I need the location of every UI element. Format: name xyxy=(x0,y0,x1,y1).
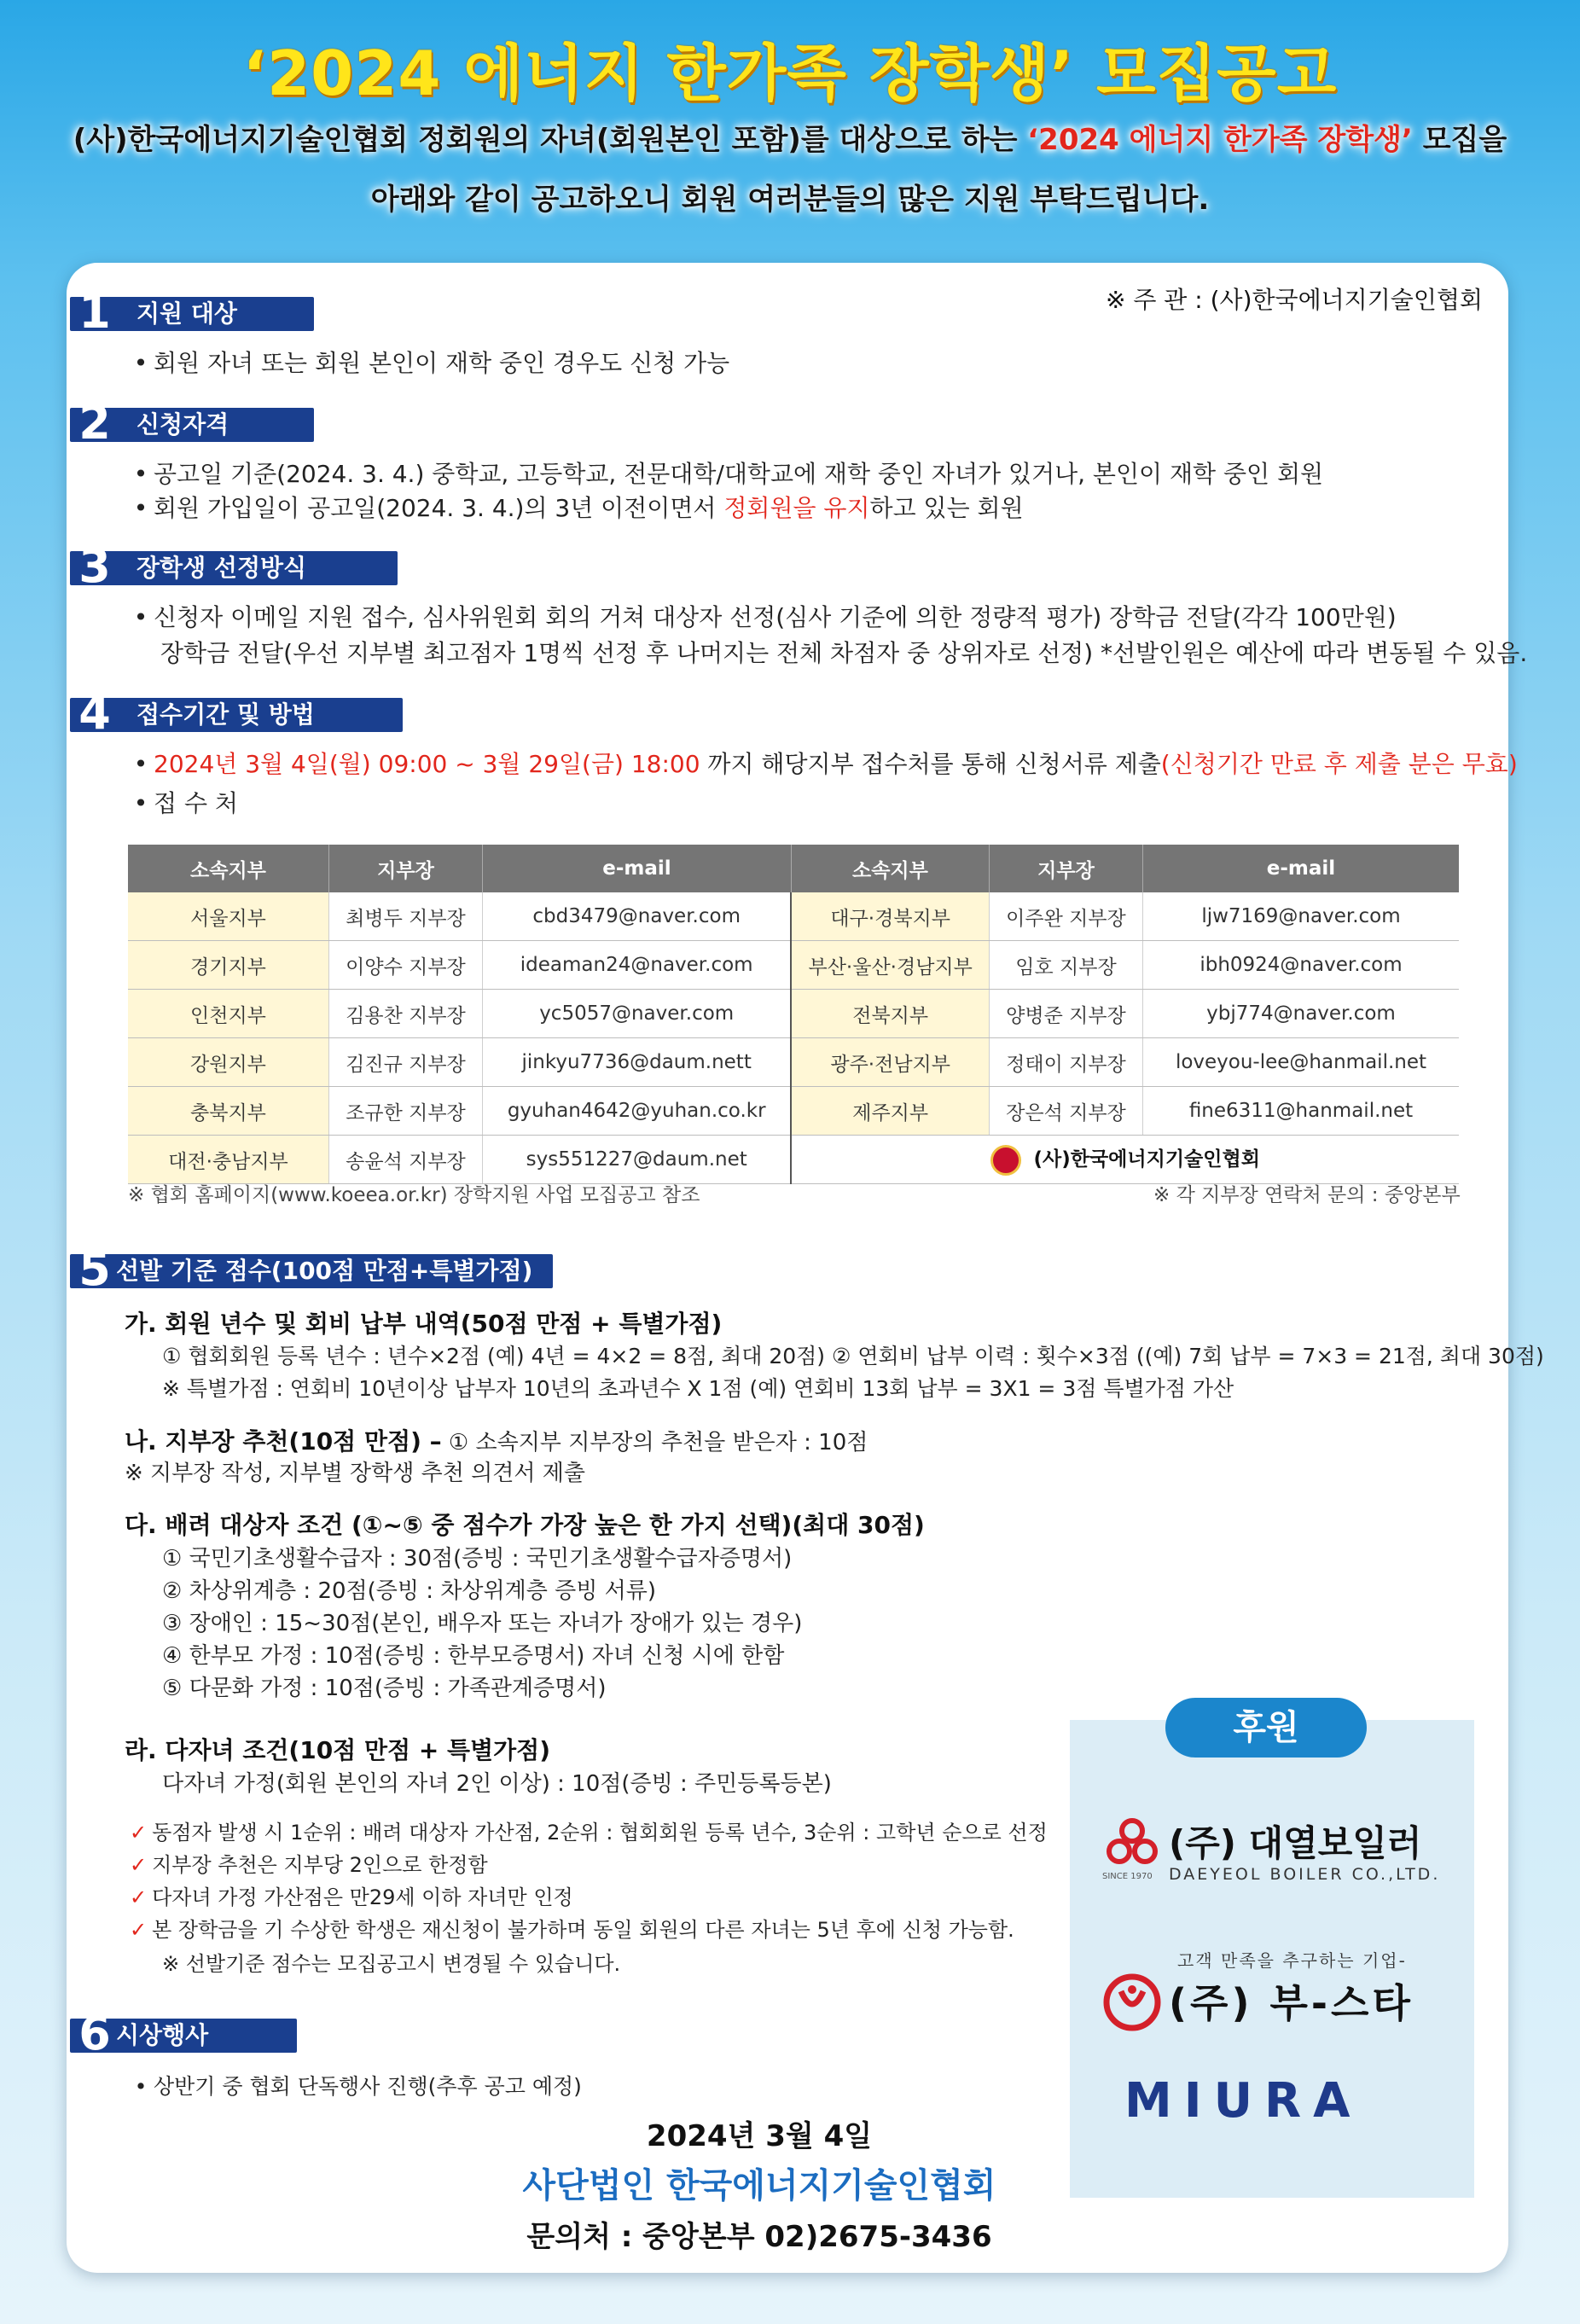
association-logo-cell xyxy=(791,1136,1459,1184)
s1-bullet-1: • 회원 자녀 또는 회원 본인이 재학 중인 경우도 신청 가능 xyxy=(133,349,730,377)
cell: 조규한 지부장 xyxy=(328,1087,482,1136)
organizer-note: ※ 주 관 : (사)한국에너지기술인협회 xyxy=(1106,286,1483,314)
check-icon: ✓ xyxy=(130,1853,148,1877)
criteria-ra-title: 라. 다자녀 조건(10점 만점 + 특별가점) xyxy=(125,1736,551,1764)
criteria-na-text: ① 소속지부 지부장의 추천을 받은자 : 10점 xyxy=(448,1430,868,1455)
criteria-da-item: ① 국민기초생활수급자 : 30점(증빙 : 국민기초생활수급자증명서) xyxy=(162,1546,793,1572)
section-2-header xyxy=(70,396,314,450)
email-link[interactable]: jinkyu7736@daum.nett xyxy=(482,1038,791,1087)
section-4-header xyxy=(70,686,403,740)
check-icon: ✓ xyxy=(130,1885,148,1909)
section-title: 선발 기준 점수(100점 만점+특별가점) xyxy=(116,1257,533,1285)
table-header-row xyxy=(128,845,1459,892)
table-row xyxy=(128,941,1459,990)
intro-line-2: 아래와 같이 공고하오니 회원 여러분들의 많은 지원 부탁드립니다. xyxy=(370,183,1210,217)
cell: 서울지부 xyxy=(128,892,328,941)
email-link[interactable]: gyuhan4642@yuhan.co.kr xyxy=(482,1087,791,1136)
section-title: 장학생 선정방식 xyxy=(137,554,307,582)
section-number: 4 xyxy=(78,686,111,740)
criteria-da-item: ④ 한부모 가정 : 10점(증빙 : 한부모증명서) 자녀 신청 시에 한함 xyxy=(162,1643,785,1669)
cell: 대구·경북지부 xyxy=(791,892,989,941)
intro-line-1 xyxy=(0,116,1580,158)
s3-bullet-1: • 신청자 이메일 지원 접수, 심사위원회 회의 거쳐 대상자 선정(심사 기준에 의한 정량적 평가) 장학금 전달(각각 100만원) xyxy=(133,603,1397,631)
daeyeol-logo-icon xyxy=(1102,1817,1162,1868)
table-note-left: ※ 협회 홈페이지(www.koeea.or.kr) 장학지원 사업 모집공고 참조 xyxy=(128,1184,700,1206)
cell: 경기지부 xyxy=(128,941,328,990)
criteria-da-item: ② 차상위계층 : 20점(증빙 : 차상위계층 증빙 서류) xyxy=(162,1578,657,1604)
cell: 임호 지부장 xyxy=(989,941,1142,990)
cell: 강원지부 xyxy=(128,1038,328,1087)
cell: 장은석 지부장 xyxy=(989,1087,1142,1136)
cell: 충북지부 xyxy=(128,1087,328,1136)
association-name: (사)한국에너지기술인협회 xyxy=(1033,1148,1260,1171)
criteria-da-item: ⑤ 다문화 가정 : 10점(증빙 : 가족관계증명서) xyxy=(162,1676,607,1701)
intro-text-b: 모집을 xyxy=(1422,123,1507,157)
table-row xyxy=(128,1136,1459,1184)
section-number: 5 xyxy=(78,1242,111,1296)
cell: 최병두 지부장 xyxy=(328,892,482,941)
cell: 부산·울산·경남지부 xyxy=(791,941,989,990)
cell: 김용찬 지부장 xyxy=(328,990,482,1038)
daeyeol-name: (주) 대열보일러 xyxy=(1169,1822,1422,1864)
email-link[interactable]: cbd3479@naver.com xyxy=(482,892,791,941)
check-item: ✓ 본 장학금을 기 수상한 학생은 재신청이 불가하며 동일 회원의 다른 자녀는 5년 후에 신청 가능함. xyxy=(130,1918,1014,1942)
col-header: 지부장 xyxy=(328,845,482,892)
branch-contact-table xyxy=(128,845,1459,1184)
email-link[interactable]: ideaman24@naver.com xyxy=(482,941,791,990)
s4-bullet-2: • 접 수 처 xyxy=(133,789,238,817)
criteria-na-title: 나. 지부장 추천(10점 만점) – xyxy=(125,1427,442,1455)
email-link[interactable]: ibh0924@naver.com xyxy=(1142,941,1459,990)
criteria-da-title: 다. 배려 대상자 조건 (①~⑤ 중 점수가 가장 높은 한 가지 선택)(최대 30점) xyxy=(125,1511,925,1539)
table-note-right: ※ 각 지부장 연락처 문의 : 중앙본부 xyxy=(1153,1184,1461,1206)
col-header: e-mail xyxy=(1142,845,1459,892)
footer-organization: 사단법인 한국에너지기술인협회 xyxy=(522,2166,996,2205)
criteria-da-item: ③ 장애인 : 15~30점(본인, 배우자 또는 자녀가 장애가 있는 경우) xyxy=(162,1611,803,1636)
cell: 광주·전남지부 xyxy=(791,1038,989,1087)
cell: 제주지부 xyxy=(791,1087,989,1136)
section-title: 시상행사 xyxy=(116,2021,209,2049)
booster-logo-icon xyxy=(1102,1972,1162,2032)
section-number: 1 xyxy=(78,285,111,339)
table-row xyxy=(128,1038,1459,1087)
email-link[interactable]: ljw7169@naver.com xyxy=(1142,892,1459,941)
intro-text-a: (사)한국에너지기술인협회 정회원의 자녀(회원본인 포함)를 대상으로 하는 xyxy=(73,123,1018,157)
check-item: ✓ 동점자 발생 시 1순위 : 배려 대상자 가산점, 2순위 : 협회회원 등록 년수, 3순위 : 고학년 순으로 선정 xyxy=(130,1821,1048,1845)
section-number: 6 xyxy=(78,2007,111,2060)
col-header: 지부장 xyxy=(989,845,1142,892)
cell: 정태이 지부장 xyxy=(989,1038,1142,1087)
section-5-header xyxy=(70,1242,553,1296)
page-title: ‘2024 에너지 한가족 장학생’ 모집공고 xyxy=(242,38,1338,109)
criteria-ra-text: 다자녀 가정(회원 본인의 자녀 2인 이상) : 10점(증빙 : 주민등록등본) xyxy=(162,1771,832,1797)
s2-bullet-1: • 공고일 기준(2024. 3. 4.) 중학교, 고등학교, 전문대학/대학교에 재학 중인 자녀가 있거나, 본인이 재학 중인 회원 xyxy=(133,460,1324,488)
booster-name: (주) 부-스타 xyxy=(1169,1980,1414,2026)
cell: 김진규 지부장 xyxy=(328,1038,482,1087)
section-number: 3 xyxy=(78,539,111,593)
cell: 인천지부 xyxy=(128,990,328,1038)
intro-highlight: ‘2024 에너지 한가족 장학생’ xyxy=(1027,123,1413,157)
cell: 이주완 지부장 xyxy=(989,892,1142,941)
section-6-header xyxy=(70,2007,297,2060)
check-item: ✓ 지부장 추천은 지부당 2인으로 한정함 xyxy=(130,1853,488,1877)
table-row xyxy=(128,990,1459,1038)
table-row xyxy=(128,892,1459,941)
check-icon: ✓ xyxy=(130,1918,148,1942)
miura-logo: MIURA xyxy=(1124,2073,1362,2129)
criteria-na-row xyxy=(125,1423,868,1457)
section-1-header xyxy=(70,285,314,339)
sponsor-badge: 후원 xyxy=(1165,1698,1367,1758)
s2-bullet-2: • 회원 가입일이 공고일(2024. 3. 4.)의 3년 이전이면서 정회원을 유지하고 있는 회원 xyxy=(133,494,1024,522)
daeyeol-english-name: DAEYEOL BOILER CO.,LTD. xyxy=(1169,1865,1441,1884)
cell: 송윤석 지부장 xyxy=(328,1136,482,1184)
footer-contact: 문의처 : 중앙본부 02)2675-3436 xyxy=(526,2220,992,2254)
email-link[interactable]: ybj774@naver.com xyxy=(1142,990,1459,1038)
section-title: 접수기간 및 방법 xyxy=(137,700,315,729)
col-header: 소속지부 xyxy=(128,845,328,892)
criteria-na-note: ※ 지부장 작성, 지부별 장학생 추천 의견서 제출 xyxy=(125,1461,585,1486)
criteria-final-note: ※ 선발기준 점수는 모집공고시 변경될 수 있습니다. xyxy=(162,1952,621,1976)
email-link[interactable]: sys551227@daum.net xyxy=(482,1136,791,1184)
table-row xyxy=(128,1087,1459,1136)
s3-bullet-1-cont: 장학금 전달(우선 지부별 최고점자 1명씩 선정 후 나머지는 전체 차점자 중 상위자로 선정) *선발인원은 예산에 따라 변동될 수 있음. xyxy=(160,639,1528,667)
cell: 이양수 지부장 xyxy=(328,941,482,990)
email-link[interactable]: fine6311@hanmail.net xyxy=(1142,1087,1459,1136)
check-icon: ✓ xyxy=(130,1821,148,1845)
col-header: 소속지부 xyxy=(791,845,989,892)
criteria-ga-line-2: ※ 특별가점 : 연회비 10년이상 납부자 10년의 초과년수 X 1점 (예) 연회비 13회 납부 = 3X1 = 3점 특별가점 가산 xyxy=(162,1376,1234,1401)
section-title: 지원 대상 xyxy=(137,299,237,328)
section-3-header xyxy=(70,539,398,593)
section-number: 2 xyxy=(78,396,111,450)
footer-date: 2024년 3월 4일 xyxy=(646,2119,873,2153)
email-link[interactable]: loveyou-lee@hanmail.net xyxy=(1142,1038,1459,1087)
booster-tagline: 고객 만족을 추구하는 기업- xyxy=(1177,1950,1407,1971)
col-header: e-mail xyxy=(482,845,791,892)
daeyeol-since: SINCE 1970 xyxy=(1102,1872,1153,1881)
criteria-ga-line-1: ① 협회회원 등록 년수 : 년수×2점 (예) 4년 = 4×2 = 8점, 최대 20점) ② 연회비 납부 이력 : 횟수×3점 ((예) 7회 납부 = 7×3 = 21점, 최대 30점) xyxy=(162,1344,1544,1368)
cell: 대전·충남지부 xyxy=(128,1136,328,1184)
association-logo-icon xyxy=(990,1145,1021,1176)
s4-bullet-1: • 2024년 3월 4일(월) 09:00 ~ 3월 29일(금) 18:00 까지 해당지부 접수처를 통해 신청서류 제출(신청기간 만료 후 제출 분은 무효) xyxy=(133,750,1518,778)
check-item: ✓ 다자녀 가정 가산점은 만29세 이하 자녀만 인정 xyxy=(130,1885,573,1909)
cell: 양병준 지부장 xyxy=(989,990,1142,1038)
section-title: 신청자격 xyxy=(137,410,229,439)
s6-bullet-1: • 상반기 중 협회 단독행사 진행(추후 공고 예정) xyxy=(134,2074,582,2099)
email-link[interactable]: yc5057@naver.com xyxy=(482,990,791,1038)
cell: 전북지부 xyxy=(791,990,989,1038)
criteria-ga-title: 가. 회원 년수 및 회비 납부 내역(50점 만점 + 특별가점) xyxy=(125,1310,723,1338)
